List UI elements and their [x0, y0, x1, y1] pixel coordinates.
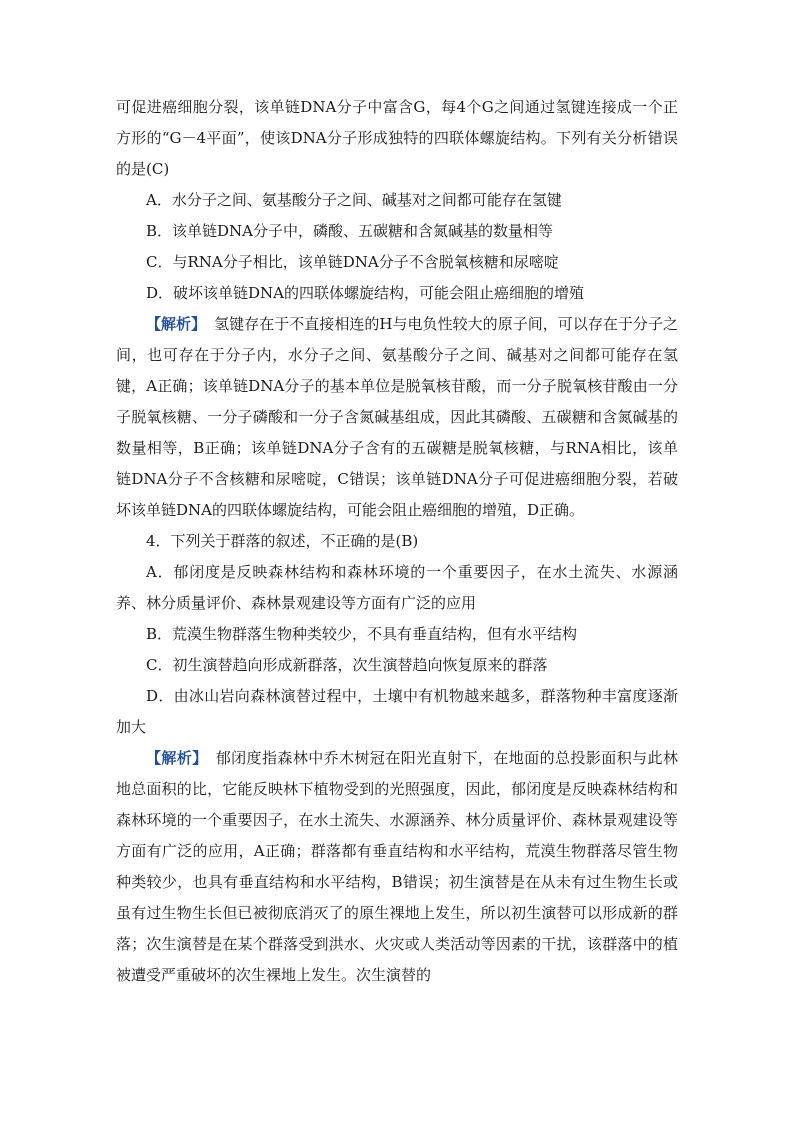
question-3-option-c: C．与RNA分子相比，该单链DNA分子不含脱氧核糖和尿嘧啶: [146, 253, 559, 271]
question-4-option-d: D．由冰山岩向森林演替过程中，土壤中有机物越来越多，群落物种丰富度逐渐加大: [116, 687, 678, 736]
question-4-stem: 4．下列关于群落的叙述，不正确的是(B): [146, 532, 419, 550]
question-4-analysis: [116, 743, 678, 991]
question-3-option-a: A．水分子之间、氨基酸分子之间、碱基对之间都可能存在氢键: [146, 191, 562, 209]
question-4-option-b: B．荒漠生物群落生物种类较少，不具有垂直结构，但有水平结构: [146, 625, 578, 643]
analysis-label: 【解析】: [146, 315, 207, 333]
analysis-text: 郁闭度指森林中乔木树冠在阳光直射下，在地面的总投影面积与此林地总面积的比，它能反映林下植物受到的光照强度，因此，郁闭度是反映森林结构和森林环境的一个重要因子，在水土流失、水源涵养、林分质量评价、森林景观建设等方面有广泛的应用，A正确；群落都有垂直结构和水平结构，荒漠生物群落尽管生物种类较少，也具有垂直结构和水平结构，B错误；初生演替是在从未有过生物生长或虽有过生物生长但已被彻底消灭了的原生裸地上发生，所以初生演替可以形成新的群落；次生演替是在某个群落受到洪水、火灾或人类活动等因素的干扰，该群落中的植被遭受严重破坏的次生裸地上发生。次生演替的: [116, 749, 678, 984]
analysis-text: 氢键存在于不直接相连的H与电负性较大的原子间，可以存在于分子之间，也可存在于分子内，水分子之间、氨基酸分子之间、碱基对之间都可能存在氢键，A正确；该单链DNA分子的基本单位是脱氧核苷酸，而一分子脱氧核苷酸由一分子脱氧核糖、一分子磷酸和一分子含氮碱基组成，因此其磷酸、五碳糖和含氮碱基的数量相等，B正确；该单链DNA分子含有的五碳糖是脱氧核糖，与RNA相比，该单链DNA分子不含核糖和尿嘧啶，C错误；该单链DNA分子可促进癌细胞分裂，若破坏该单链DNA的四联体螺旋结构，可能会阻止癌细胞的增殖，D正确。: [116, 315, 678, 519]
question-3-option-b: B．该单链DNA分子中，磷酸、五碳糖和含氮碱基的数量相等: [146, 222, 554, 240]
document-body: [116, 92, 678, 991]
analysis-label: 【解析】: [146, 749, 208, 767]
question-3-stem-continuation: 可促进癌细胞分裂，该单链DNA分子中富含G，每4个G之间通过氢键连接成一个正方形的“G－4平面”，使该DNA分子形成独特的四联体螺旋结构。下列有关分析错误的是(C): [116, 98, 678, 178]
question-4-option-c: C．初生演替趋向形成新群落，次生演替趋向恢复原来的群落: [146, 656, 548, 674]
question-3-option-d: D．破坏该单链DNA的四联体螺旋结构，可能会阻止癌细胞的增殖: [146, 284, 585, 302]
question-4-option-a: A．郁闭度是反映森林结构和森林环境的一个重要因子，在水土流失、水源涵养、林分质量评价、森林景观建设等方面有广泛的应用: [116, 563, 678, 612]
question-3-analysis: [116, 309, 678, 526]
